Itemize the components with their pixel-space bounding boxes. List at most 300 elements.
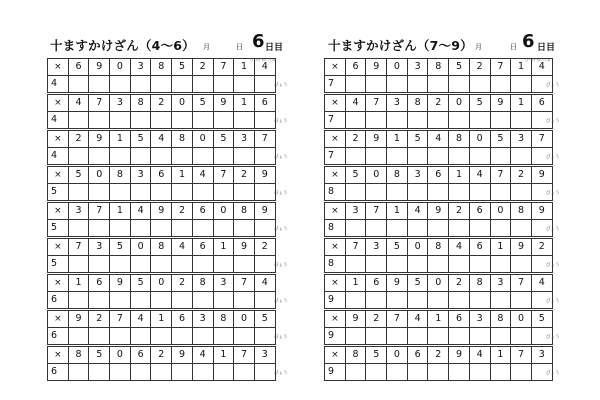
top-number-cell: 2 xyxy=(449,275,470,292)
answer-cell[interactable] xyxy=(254,292,275,309)
answer-cell[interactable] xyxy=(490,220,511,237)
answer-cell[interactable] xyxy=(387,364,408,381)
top-number-cell: 4 xyxy=(254,275,275,292)
answer-cell[interactable] xyxy=(449,184,470,201)
top-number-cell: 2 xyxy=(531,239,552,256)
top-number-cell: 7 xyxy=(531,131,552,148)
answer-cell[interactable] xyxy=(213,328,234,345)
top-number-cell: 5 xyxy=(110,239,131,256)
top-number-cell: 7 xyxy=(490,167,511,184)
seconds-label: びょう xyxy=(546,335,560,340)
top-number-cell: 4 xyxy=(68,95,89,112)
answer-cell[interactable] xyxy=(172,256,193,273)
answer-cell[interactable] xyxy=(428,256,449,273)
answer-cell[interactable] xyxy=(490,148,511,165)
answer-cell[interactable] xyxy=(130,184,151,201)
answer-cell[interactable] xyxy=(68,292,89,309)
answer-cell[interactable] xyxy=(345,292,366,309)
top-number-cell: 0 xyxy=(110,347,131,364)
answer-cell[interactable] xyxy=(490,76,511,93)
seconds-label: びょう xyxy=(274,335,288,340)
top-number-cell: 5 xyxy=(366,347,387,364)
answer-cell[interactable] xyxy=(345,112,366,129)
top-number-cell: 8 xyxy=(407,95,428,112)
top-number-cell: 7 xyxy=(234,347,255,364)
answer-cell[interactable] xyxy=(387,292,408,309)
problem-grid xyxy=(47,238,268,271)
top-number-cell: 5 xyxy=(213,131,234,148)
answer-cell[interactable] xyxy=(151,112,172,129)
answer-cell[interactable] xyxy=(387,328,408,345)
answer-cell[interactable] xyxy=(110,112,131,129)
answer-cell[interactable] xyxy=(490,184,511,201)
answer-cell[interactable] xyxy=(68,112,89,129)
answer-cell[interactable] xyxy=(449,76,470,93)
answer-cell[interactable] xyxy=(387,184,408,201)
answer-cell[interactable] xyxy=(151,256,172,273)
answer-cell[interactable] xyxy=(172,364,193,381)
answer-cell[interactable] xyxy=(345,364,366,381)
top-number-cell: 9 xyxy=(345,311,366,328)
top-number-cell: 3 xyxy=(531,347,552,364)
answer-cell[interactable] xyxy=(469,76,490,93)
top-number-cell: 2 xyxy=(192,59,213,76)
top-number-cell: 4 xyxy=(172,239,193,256)
answer-cell[interactable] xyxy=(130,256,151,273)
answer-cell[interactable] xyxy=(469,112,490,129)
answer-cell[interactable] xyxy=(130,292,151,309)
answer-cell[interactable] xyxy=(366,112,387,129)
multiply-sign: × xyxy=(48,203,69,220)
answer-cell[interactable] xyxy=(407,76,428,93)
top-number-cell: 6 xyxy=(151,167,172,184)
answer-cell[interactable] xyxy=(366,148,387,165)
answer-cell[interactable] xyxy=(428,220,449,237)
answer-cell[interactable] xyxy=(172,328,193,345)
problem-grid xyxy=(324,238,545,271)
top-number-cell: 9 xyxy=(68,311,89,328)
answer-cell[interactable] xyxy=(110,148,131,165)
answer-cell[interactable] xyxy=(68,76,89,93)
problem-grid xyxy=(324,310,545,343)
top-number-cell: 3 xyxy=(407,167,428,184)
answer-cell[interactable] xyxy=(387,220,408,237)
answer-cell[interactable] xyxy=(428,364,449,381)
answer-cell[interactable] xyxy=(234,148,255,165)
top-number-cell: 6 xyxy=(68,59,89,76)
top-number-cell: 4 xyxy=(469,347,490,364)
answer-cell[interactable] xyxy=(407,148,428,165)
answer-cell[interactable] xyxy=(428,148,449,165)
top-number-cell: 8 xyxy=(110,167,131,184)
problem-grid xyxy=(47,346,268,379)
top-number-cell: 7 xyxy=(490,59,511,76)
top-number-cell: 0 xyxy=(387,59,408,76)
answer-cell[interactable] xyxy=(89,364,110,381)
answer-cell[interactable] xyxy=(213,292,234,309)
top-number-cell: 1 xyxy=(110,131,131,148)
answer-cell[interactable] xyxy=(151,148,172,165)
answer-cell[interactable] xyxy=(213,256,234,273)
answer-cell[interactable] xyxy=(213,220,234,237)
multiply-sign: × xyxy=(325,275,346,292)
top-number-cell: 1 xyxy=(511,59,532,76)
answer-cell[interactable] xyxy=(110,220,131,237)
top-number-cell: 7 xyxy=(511,347,532,364)
top-number-cell: 2 xyxy=(68,131,89,148)
top-number-cell: 8 xyxy=(192,275,213,292)
problem-grid xyxy=(324,274,545,307)
answer-cell[interactable] xyxy=(511,292,532,309)
answer-cell[interactable] xyxy=(254,76,275,93)
date-note: ひづけ かいてね xyxy=(250,58,276,62)
answer-cell[interactable] xyxy=(511,148,532,165)
top-number-cell: 4 xyxy=(192,347,213,364)
answer-cell[interactable] xyxy=(151,184,172,201)
answer-cell[interactable] xyxy=(407,112,428,129)
answer-cell[interactable] xyxy=(234,364,255,381)
day-count-suffix: 日目 xyxy=(265,43,284,53)
seconds-label: びょう xyxy=(274,191,288,196)
answer-cell[interactable] xyxy=(490,328,511,345)
day-count-suffix: 日目 xyxy=(537,43,556,53)
answer-cell[interactable] xyxy=(345,184,366,201)
answer-cell[interactable] xyxy=(192,76,213,93)
multiply-sign: × xyxy=(48,95,69,112)
answer-cell[interactable] xyxy=(490,292,511,309)
answer-cell[interactable] xyxy=(345,256,366,273)
answer-cell[interactable] xyxy=(490,364,511,381)
top-number-cell: 9 xyxy=(254,203,275,220)
top-number-cell: 3 xyxy=(234,131,255,148)
answer-cell[interactable] xyxy=(254,184,275,201)
top-number-cell: 6 xyxy=(449,311,470,328)
answer-cell[interactable] xyxy=(110,76,131,93)
answer-cell[interactable] xyxy=(130,148,151,165)
answer-cell[interactable] xyxy=(511,220,532,237)
top-number-cell: 0 xyxy=(387,347,408,364)
top-number-cell: 9 xyxy=(89,59,110,76)
top-number-cell: 1 xyxy=(213,239,234,256)
top-number-cell: 4 xyxy=(254,59,275,76)
answer-cell[interactable] xyxy=(234,184,255,201)
answer-cell[interactable] xyxy=(511,328,532,345)
answer-cell[interactable] xyxy=(68,364,89,381)
answer-cell[interactable] xyxy=(172,184,193,201)
answer-cell[interactable] xyxy=(234,256,255,273)
answer-cell[interactable] xyxy=(428,328,449,345)
top-number-cell: 2 xyxy=(151,347,172,364)
answer-cell[interactable] xyxy=(234,112,255,129)
top-number-cell: 1 xyxy=(234,95,255,112)
answer-cell[interactable] xyxy=(366,76,387,93)
multiplier-cell: 7 xyxy=(325,76,346,93)
top-number-cell: 5 xyxy=(89,347,110,364)
answer-cell[interactable] xyxy=(449,364,470,381)
worksheet-title: 十ますかけざん（7～9） xyxy=(328,38,473,53)
answer-cell[interactable] xyxy=(110,292,131,309)
answer-cell[interactable] xyxy=(345,328,366,345)
answer-cell[interactable] xyxy=(407,328,428,345)
top-number-cell: 6 xyxy=(254,95,275,112)
top-number-cell: 2 xyxy=(449,203,470,220)
answer-cell[interactable] xyxy=(511,184,532,201)
answer-cell[interactable] xyxy=(254,112,275,129)
answer-cell[interactable] xyxy=(469,364,490,381)
answer-cell[interactable] xyxy=(407,184,428,201)
multiplier-cell: 6 xyxy=(48,292,69,309)
multiply-sign: × xyxy=(48,167,69,184)
answer-cell[interactable] xyxy=(151,292,172,309)
answer-cell[interactable] xyxy=(449,148,470,165)
answer-cell[interactable] xyxy=(449,328,470,345)
top-number-cell: 9 xyxy=(151,203,172,220)
answer-cell[interactable] xyxy=(172,76,193,93)
answer-cell[interactable] xyxy=(366,364,387,381)
answer-cell[interactable] xyxy=(407,364,428,381)
answer-cell[interactable] xyxy=(407,292,428,309)
answer-cell[interactable] xyxy=(469,256,490,273)
top-number-cell: 5 xyxy=(469,95,490,112)
answer-cell[interactable] xyxy=(345,76,366,93)
answer-cell[interactable] xyxy=(366,256,387,273)
answer-cell[interactable] xyxy=(213,76,234,93)
top-number-cell: 1 xyxy=(428,311,449,328)
top-number-cell: 6 xyxy=(192,203,213,220)
answer-cell[interactable] xyxy=(366,184,387,201)
answer-cell[interactable] xyxy=(68,328,89,345)
top-number-cell: 0 xyxy=(89,167,110,184)
answer-cell[interactable] xyxy=(172,220,193,237)
answer-cell[interactable] xyxy=(68,148,89,165)
answer-cell[interactable] xyxy=(172,292,193,309)
top-number-cell: 4 xyxy=(531,275,552,292)
answer-cell[interactable] xyxy=(151,364,172,381)
answer-cell[interactable] xyxy=(192,328,213,345)
answer-cell[interactable] xyxy=(254,364,275,381)
answer-cell[interactable] xyxy=(428,76,449,93)
top-number-cell: 3 xyxy=(110,95,131,112)
answer-cell[interactable] xyxy=(469,292,490,309)
top-number-cell: 4 xyxy=(130,311,151,328)
answer-cell[interactable] xyxy=(130,328,151,345)
multiplier-cell: 7 xyxy=(325,148,346,165)
answer-cell[interactable] xyxy=(387,148,408,165)
top-number-cell: 8 xyxy=(151,59,172,76)
top-number-cell: 4 xyxy=(345,95,366,112)
answer-cell[interactable] xyxy=(130,220,151,237)
answer-cell[interactable] xyxy=(387,112,408,129)
top-number-cell: 6 xyxy=(531,95,552,112)
left-header xyxy=(0,30,300,56)
answer-cell[interactable] xyxy=(192,112,213,129)
answer-cell[interactable] xyxy=(449,220,470,237)
top-number-cell: 7 xyxy=(213,167,234,184)
top-number-cell: 6 xyxy=(469,239,490,256)
top-number-cell: 8 xyxy=(490,311,511,328)
answer-cell[interactable] xyxy=(366,220,387,237)
top-number-cell: 4 xyxy=(192,167,213,184)
top-number-cell: 4 xyxy=(449,239,470,256)
answer-cell[interactable] xyxy=(345,220,366,237)
answer-cell[interactable] xyxy=(234,220,255,237)
answer-cell[interactable] xyxy=(68,256,89,273)
answer-cell[interactable] xyxy=(428,292,449,309)
top-number-cell: 5 xyxy=(490,131,511,148)
multiply-sign: × xyxy=(325,311,346,328)
answer-cell[interactable] xyxy=(511,76,532,93)
answer-cell[interactable] xyxy=(172,112,193,129)
multiplier-cell: 8 xyxy=(325,220,346,237)
answer-cell[interactable] xyxy=(511,256,532,273)
answer-cell[interactable] xyxy=(213,364,234,381)
answer-cell[interactable] xyxy=(469,328,490,345)
answer-cell[interactable] xyxy=(449,292,470,309)
top-number-cell: 5 xyxy=(387,239,408,256)
answer-cell[interactable] xyxy=(428,112,449,129)
answer-cell[interactable] xyxy=(254,328,275,345)
multiplier-cell: 6 xyxy=(48,328,69,345)
top-number-cell: 8 xyxy=(428,239,449,256)
answer-cell[interactable] xyxy=(89,76,110,93)
top-number-cell: 0 xyxy=(428,275,449,292)
answer-cell[interactable] xyxy=(130,364,151,381)
multiply-sign: × xyxy=(325,347,346,364)
multiplier-cell: 8 xyxy=(325,184,346,201)
answer-cell[interactable] xyxy=(68,184,89,201)
answer-cell[interactable] xyxy=(469,220,490,237)
answer-cell[interactable] xyxy=(469,148,490,165)
top-number-cell: 1 xyxy=(490,347,511,364)
multiply-sign: × xyxy=(48,239,69,256)
answer-cell[interactable] xyxy=(254,148,275,165)
answer-cell[interactable] xyxy=(192,256,213,273)
top-number-cell: 1 xyxy=(511,95,532,112)
top-number-cell: 2 xyxy=(172,275,193,292)
answer-cell[interactable] xyxy=(428,184,449,201)
answer-cell[interactable] xyxy=(366,328,387,345)
answer-cell[interactable] xyxy=(449,256,470,273)
problem-grid xyxy=(324,346,545,379)
top-number-cell: 1 xyxy=(387,203,408,220)
top-number-cell: 6 xyxy=(172,311,193,328)
top-number-cell: 8 xyxy=(449,131,470,148)
top-number-cell: 7 xyxy=(110,311,131,328)
answer-cell[interactable] xyxy=(490,112,511,129)
answer-cell[interactable] xyxy=(449,112,470,129)
answer-cell[interactable] xyxy=(407,220,428,237)
answer-cell[interactable] xyxy=(89,328,110,345)
top-number-cell: 9 xyxy=(172,347,193,364)
top-number-cell: 7 xyxy=(213,59,234,76)
multiply-sign: × xyxy=(325,59,346,76)
answer-cell[interactable] xyxy=(192,292,213,309)
answer-cell[interactable] xyxy=(151,220,172,237)
top-number-cell: 9 xyxy=(234,239,255,256)
top-number-cell: 4 xyxy=(407,203,428,220)
answer-cell[interactable] xyxy=(89,148,110,165)
top-number-cell: 0 xyxy=(151,275,172,292)
answer-cell[interactable] xyxy=(490,256,511,273)
seconds-label: びょう xyxy=(274,227,288,232)
answer-cell[interactable] xyxy=(366,292,387,309)
answer-cell[interactable] xyxy=(213,184,234,201)
answer-cell[interactable] xyxy=(234,328,255,345)
top-number-cell: 7 xyxy=(89,203,110,220)
multiplier-cell: 9 xyxy=(325,292,346,309)
answer-cell[interactable] xyxy=(151,76,172,93)
top-number-cell: 4 xyxy=(407,311,428,328)
answer-cell[interactable] xyxy=(110,328,131,345)
multiply-sign: × xyxy=(325,239,346,256)
day-label: 日 xyxy=(510,43,517,51)
top-number-cell: 2 xyxy=(234,167,255,184)
answer-cell[interactable] xyxy=(130,76,151,93)
seconds-label: びょう xyxy=(274,299,288,304)
answer-cell[interactable] xyxy=(110,364,131,381)
answer-cell[interactable] xyxy=(192,364,213,381)
answer-cell[interactable] xyxy=(89,256,110,273)
top-number-cell: 6 xyxy=(469,203,490,220)
problem-grid xyxy=(324,58,545,91)
answer-cell[interactable] xyxy=(511,364,532,381)
answer-cell[interactable] xyxy=(234,76,255,93)
answer-cell[interactable] xyxy=(110,256,131,273)
top-number-cell: 5 xyxy=(345,167,366,184)
answer-cell[interactable] xyxy=(192,220,213,237)
answer-cell[interactable] xyxy=(68,220,89,237)
multiplier-cell: 5 xyxy=(48,184,69,201)
multiplier-cell: 5 xyxy=(48,220,69,237)
top-number-cell: 1 xyxy=(234,59,255,76)
problem-grid xyxy=(47,274,268,307)
answer-cell[interactable] xyxy=(213,112,234,129)
answer-cell[interactable] xyxy=(254,256,275,273)
answer-cell[interactable] xyxy=(213,148,234,165)
answer-cell[interactable] xyxy=(192,184,213,201)
answer-cell[interactable] xyxy=(387,76,408,93)
answer-cell[interactable] xyxy=(511,112,532,129)
answer-cell[interactable] xyxy=(89,220,110,237)
month-label: 月 xyxy=(203,43,210,51)
top-number-cell: 3 xyxy=(387,95,408,112)
answer-cell[interactable] xyxy=(89,112,110,129)
answer-cell[interactable] xyxy=(387,256,408,273)
answer-cell[interactable] xyxy=(172,148,193,165)
answer-cell[interactable] xyxy=(192,148,213,165)
answer-cell[interactable] xyxy=(469,184,490,201)
top-number-cell: 0 xyxy=(469,131,490,148)
top-number-cell: 6 xyxy=(130,347,151,364)
answer-cell[interactable] xyxy=(407,256,428,273)
top-number-cell: 3 xyxy=(192,311,213,328)
top-number-cell: 2 xyxy=(254,239,275,256)
answer-cell[interactable] xyxy=(89,184,110,201)
answer-cell[interactable] xyxy=(89,292,110,309)
top-number-cell: 8 xyxy=(428,59,449,76)
answer-cell[interactable] xyxy=(130,112,151,129)
multiplier-cell: 4 xyxy=(48,76,69,93)
top-number-cell: 4 xyxy=(428,131,449,148)
answer-cell[interactable] xyxy=(110,184,131,201)
answer-cell[interactable] xyxy=(345,148,366,165)
top-number-cell: 4 xyxy=(531,59,552,76)
multiplier-cell: 4 xyxy=(48,112,69,129)
answer-cell[interactable] xyxy=(254,220,275,237)
answer-cell[interactable] xyxy=(234,292,255,309)
answer-cell[interactable] xyxy=(151,328,172,345)
top-number-cell: 5 xyxy=(192,95,213,112)
